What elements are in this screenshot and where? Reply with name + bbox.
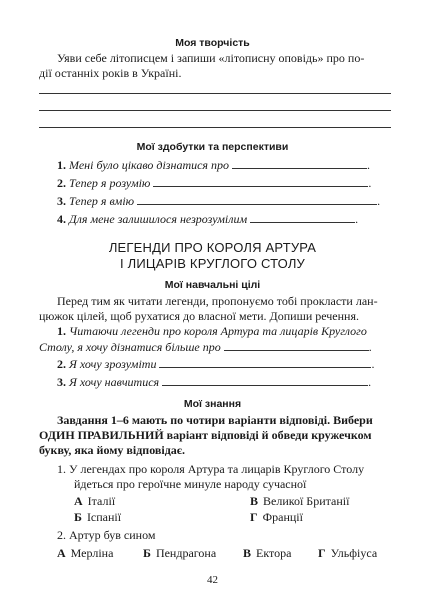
option-text: Ектора <box>256 546 292 560</box>
page-number: 42 <box>207 574 218 586</box>
option-text: Ульфіуса <box>330 546 378 560</box>
question-text: У легендах про короля Артура та лицарів Круглого Столу <box>69 462 365 476</box>
q2-option-b[interactable] <box>143 546 216 561</box>
question-1-line2: йдеться про героїчне минуле народу сучасної <box>74 477 307 491</box>
answer-blank[interactable] <box>232 157 367 169</box>
q2-option-v[interactable] <box>243 546 291 561</box>
item-text: Тепер я розумію <box>69 176 151 190</box>
instructions-line3: букву, яка йому відповідає. <box>39 443 185 457</box>
goal-item-1-line1 <box>57 324 367 339</box>
item-number: 3. <box>57 194 66 208</box>
answer-blank[interactable] <box>224 339 369 351</box>
option-text: Італії <box>87 494 116 508</box>
item-text: Для мене залишилося незрозумілим <box>69 212 248 226</box>
period: . <box>368 340 372 354</box>
answer-line[interactable] <box>39 93 391 94</box>
period: . <box>371 357 375 371</box>
item-number: 1. <box>57 324 66 338</box>
option-a[interactable] <box>74 494 115 509</box>
option-text: Іспанії <box>86 510 122 524</box>
period: . <box>367 158 371 172</box>
item-text: Тепер я вмію <box>69 194 135 208</box>
option-letter[interactable]: Б <box>143 546 151 560</box>
option-letter[interactable]: В <box>243 546 252 560</box>
option-letter[interactable]: Г <box>250 510 258 524</box>
goals-heading: Мої навчальні цілі <box>164 279 261 291</box>
question-2 <box>57 528 155 543</box>
option-b[interactable] <box>74 510 121 525</box>
option-letter[interactable]: А <box>74 494 83 508</box>
option-text: Мерліна <box>70 546 114 560</box>
option-text: Франції <box>262 510 303 524</box>
goals-intro-line2: цюжок цілей, щоб рухатися до власної мети. Допиши речення. <box>39 309 359 323</box>
period: . <box>377 194 381 208</box>
q2-option-g[interactable] <box>318 546 377 561</box>
topic-title-line2: І ЛИЦАРІВ КРУГЛОГО СТОЛУ <box>119 256 306 271</box>
answer-line[interactable] <box>39 110 391 111</box>
option-text: Великої Британії <box>263 494 350 508</box>
achievements-heading: Мої здобутки та перспективи <box>136 141 289 153</box>
achievement-item-4 <box>57 211 397 227</box>
option-g[interactable] <box>250 510 303 525</box>
answer-blank[interactable] <box>159 356 371 368</box>
item-number: 2. <box>57 357 66 371</box>
option-letter[interactable]: Б <box>74 510 82 524</box>
option-text: Пендрагона <box>155 546 217 560</box>
item-text: Читаючи легенди про короля Артура та лицарів Круглого <box>69 324 367 338</box>
item-number: 3. <box>57 375 66 389</box>
achievement-item-1 <box>57 157 397 173</box>
item-text: Я хочу навчитися <box>69 375 160 389</box>
option-letter[interactable]: Г <box>318 546 326 560</box>
knowledge-heading: Мої знання <box>183 398 242 410</box>
question-number: 2. <box>57 528 66 542</box>
goals-intro-line1: Перед тим як читати легенди, пропонуємо тобі прокласти лан- <box>57 294 378 308</box>
question-number: 1. <box>57 462 66 476</box>
achievement-item-2 <box>57 175 397 191</box>
answer-blank[interactable] <box>162 374 368 386</box>
instructions-line2: ОДИН ПРАВИЛЬНИЙ варіант відповіді й обведи кружечком <box>39 428 372 442</box>
answer-blank[interactable] <box>137 193 377 205</box>
achievement-item-3 <box>57 193 397 209</box>
item-text: Столу, я хочу дізнатися більше про <box>39 340 221 354</box>
goal-item-3 <box>57 374 397 390</box>
question-1-line1 <box>57 462 364 477</box>
instructions-line1: Завдання 1–6 мають по чотири варіанти відповіді. Вибери <box>57 413 373 427</box>
item-number: 2. <box>57 176 66 190</box>
item-text: Мені було цікаво дізнатися про <box>69 158 230 172</box>
period: . <box>355 212 359 226</box>
answer-blank[interactable] <box>153 175 368 187</box>
creativity-text-line1: Уяви себе літописцем і запиши «літописну оповідь» про по- <box>57 51 365 65</box>
option-letter[interactable]: А <box>57 546 66 560</box>
option-v[interactable] <box>250 494 349 509</box>
question-text: Артур був сином <box>69 528 156 542</box>
creativity-heading: Моя творчість <box>175 37 250 49</box>
creativity-text-line2: дії останніх років в Україні. <box>39 66 182 80</box>
period: . <box>368 176 372 190</box>
goal-item-2 <box>57 356 397 372</box>
item-text: Я хочу зрозуміти <box>69 357 157 371</box>
item-number: 1. <box>57 158 66 172</box>
option-letter[interactable]: В <box>250 494 259 508</box>
item-number: 4. <box>57 212 66 226</box>
answer-blank[interactable] <box>250 211 355 223</box>
period: . <box>368 375 372 389</box>
topic-title-line1: ЛЕГЕНДИ ПРО КОРОЛЯ АРТУРА <box>108 240 317 255</box>
q2-option-a[interactable] <box>57 546 113 561</box>
goal-item-1-line2 <box>39 339 399 355</box>
answer-line[interactable] <box>39 127 391 128</box>
